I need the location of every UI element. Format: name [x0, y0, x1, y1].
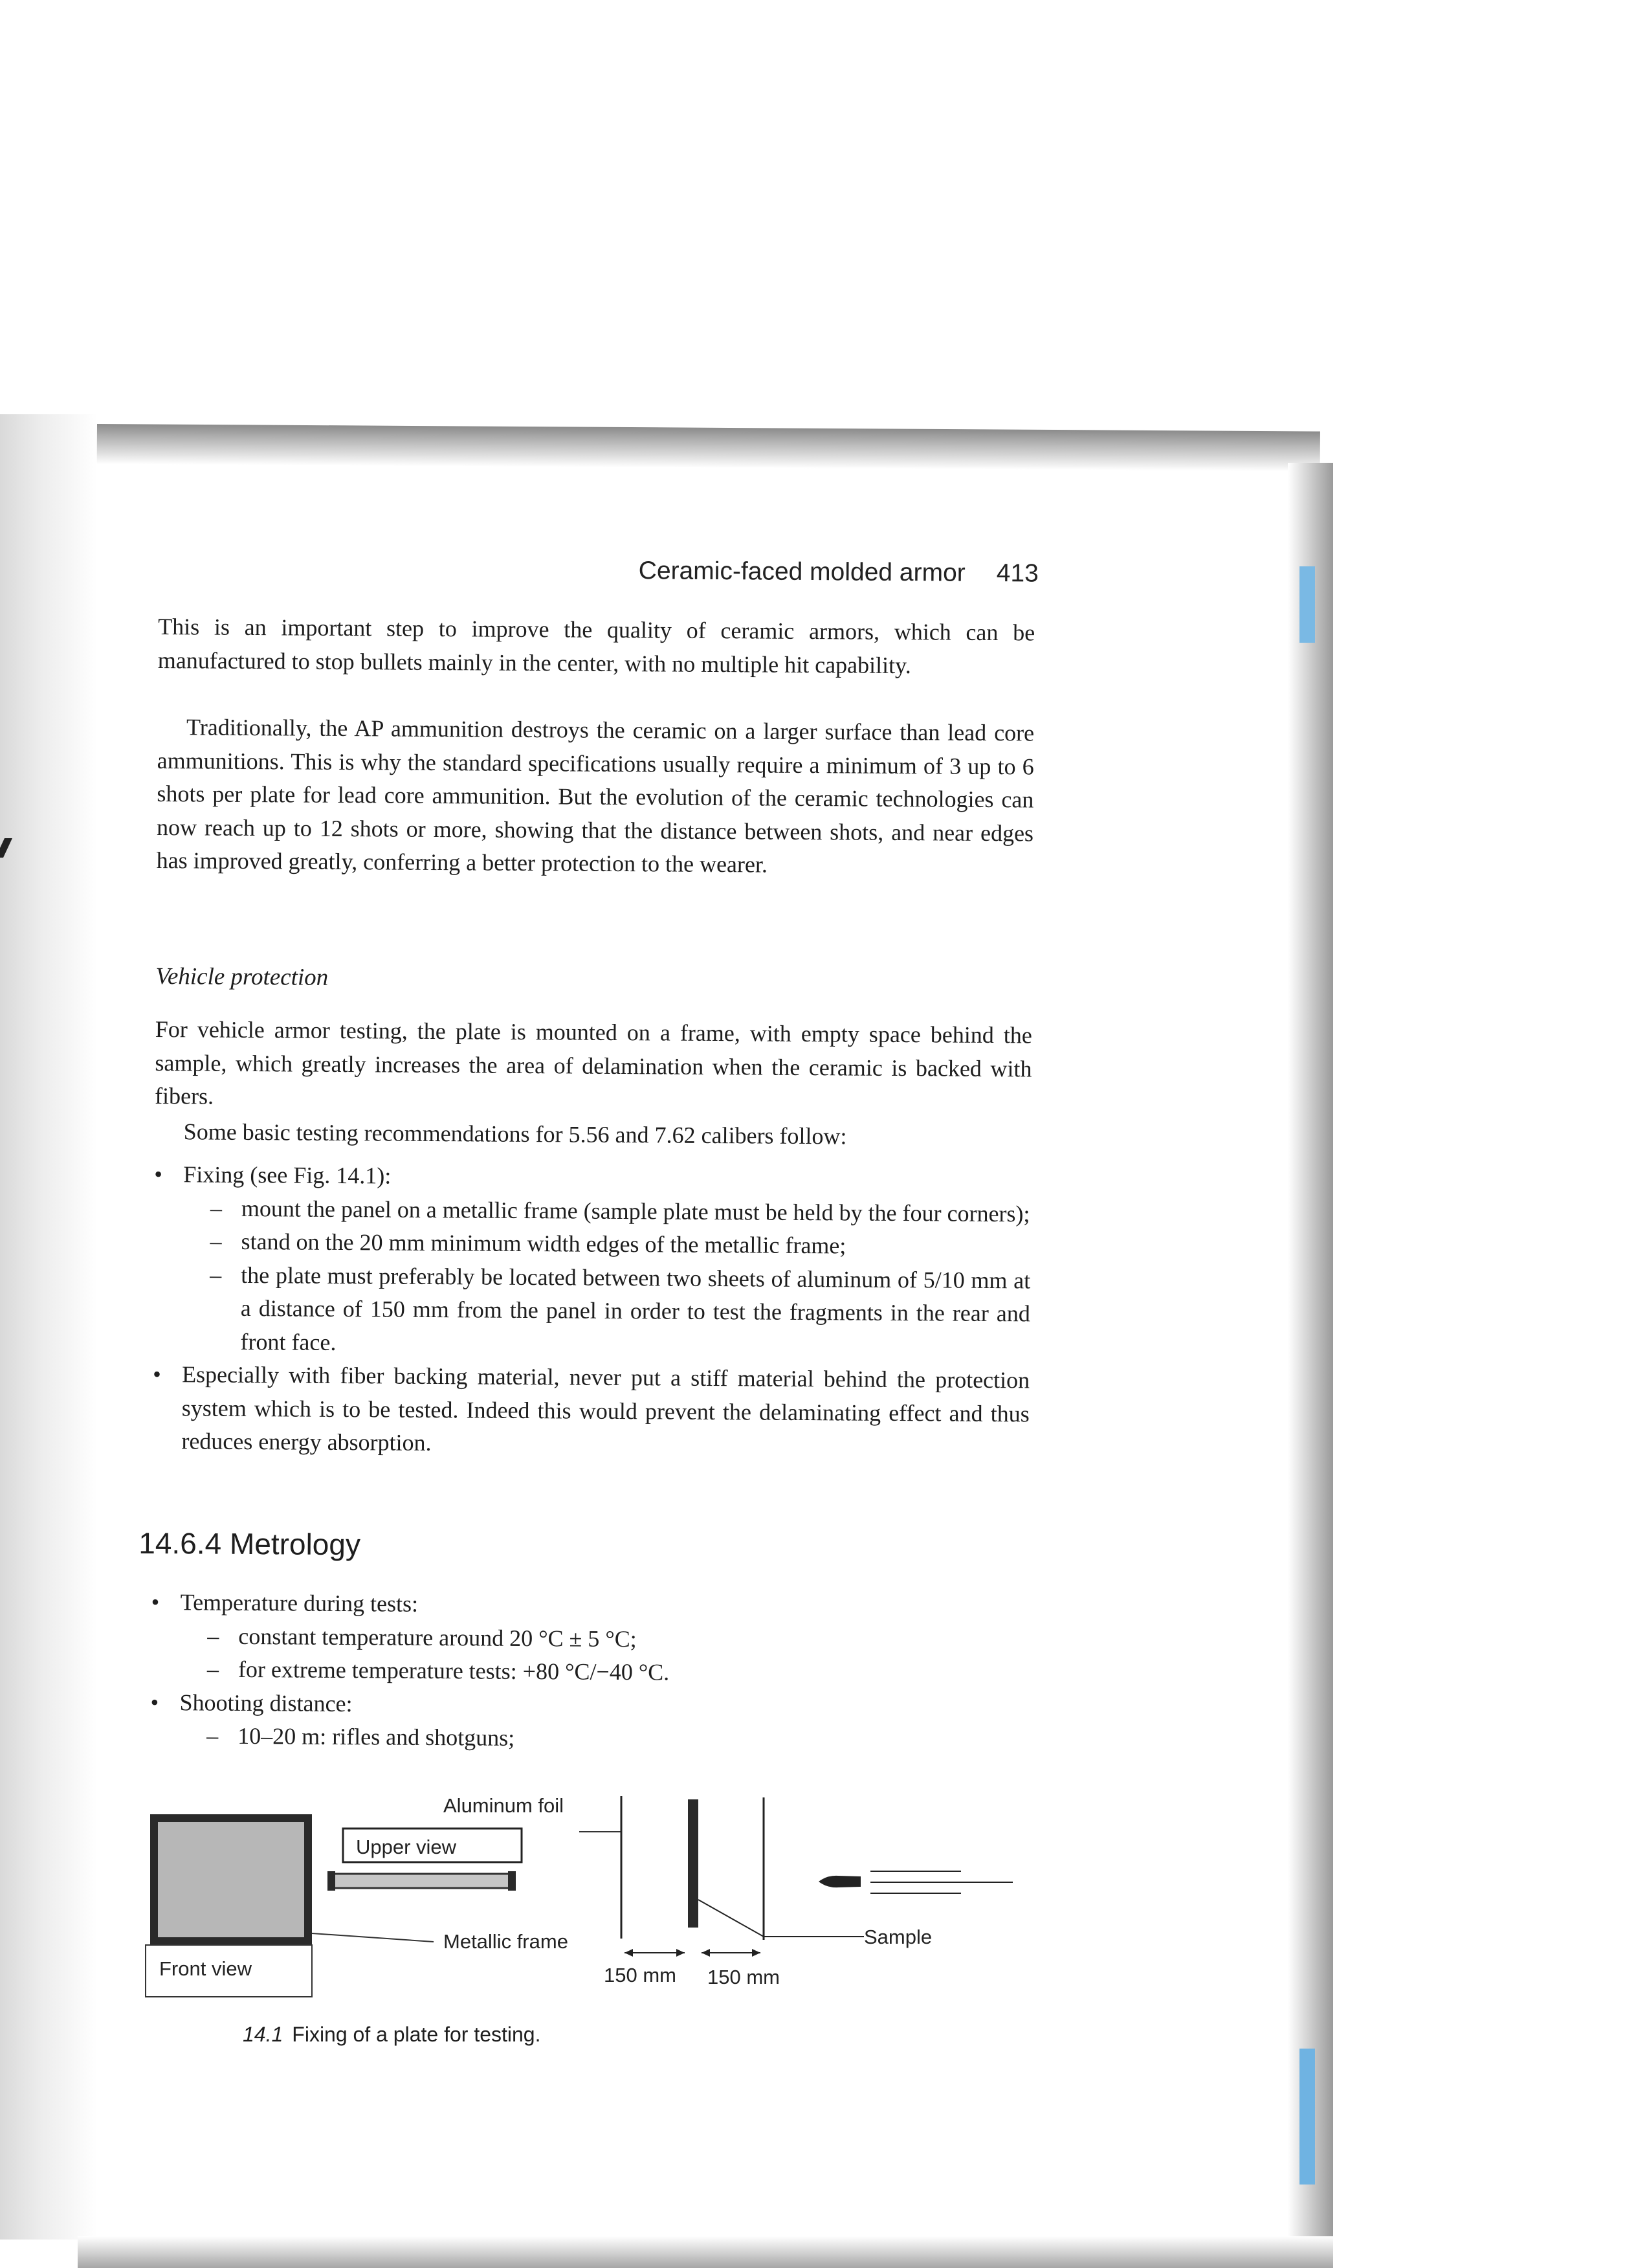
list-item-text: Especially with fiber backing material, never put a stiff material behind the protection system which is to be tested. Indeed this would prevent the delaminating effect and thus reduces energy absorption.	[181, 1361, 1030, 1456]
dimension-arrowhead	[676, 1949, 685, 1957]
sub-list-item: – 10–20 m: rifles and shotguns;	[179, 1719, 1027, 1759]
paragraph-2: Traditionally, the AP ammunition destroys the ceramic on a larger surface than lead core ammunitions. This is why the standard specifications usually require a minimum of 3 up to 6 shots per plate for lead core ammunition. But the evolution of the ceramic technologies can now reach up to 12 shots or more, showing that the distance between shots, and near edges has improved greatly, conferring a better protection to the wearer.	[156, 714, 1035, 878]
upper-view-plate	[330, 1874, 513, 1888]
sub-list-item: – the plate must preferably be located between two sheets of aluminum of 5/10 mm at a distance of 150 mm from the panel in order to test the fragments in the rear and front face.	[182, 1258, 1030, 1364]
upper-view-left-clamp	[327, 1871, 335, 1891]
sub-list-item: – mount the panel on a metallic frame (sample plate must be held by the four corners);	[183, 1192, 1031, 1231]
figure-caption	[243, 2023, 540, 2047]
upper-view-label: Upper view	[356, 1836, 457, 1858]
metallic-frame-leader	[312, 1933, 434, 1942]
figure-caption-number: 14.1	[243, 2023, 283, 2046]
distance-label-2: 150 mm	[707, 1966, 780, 1988]
page-content	[138, 553, 1039, 1751]
vehicle-bullet-list	[152, 1158, 1031, 1464]
dimension-arrowhead	[752, 1949, 760, 1957]
paragraph-1: This is an important step to improve the quality of ceramic armors, which can be manufactured to stop bullets mainly in the center, with no multiple hit capability.	[157, 613, 1035, 678]
scan-book-right-edge	[1288, 463, 1333, 2256]
scan-left-shadow	[0, 414, 97, 2240]
figure-14-1-diagram	[142, 1783, 1035, 2062]
dimension-arrowhead	[702, 1949, 710, 1957]
sample-leader-diag	[698, 1900, 764, 1937]
metrology-bullet-list	[150, 1586, 1028, 1759]
distance-label-1: 150 mm	[604, 1964, 676, 1986]
list-item-text: Fixing (see Fig. 14.1):	[183, 1161, 392, 1189]
vehicle-paragraph-1: For vehicle armor testing, the plate is mounted on a frame, with empty space behind the sample, which greatly increases the area of delamination when the ceramic is backed with fibers.	[155, 1016, 1032, 1109]
sample-plate-side	[688, 1799, 698, 1928]
sub-list-item: – constant temperature around 20 °C ± 5 °C;	[180, 1619, 1028, 1659]
list-item	[150, 1685, 1028, 1758]
upper-view-right-clamp	[508, 1871, 516, 1891]
sub-list-item: – stand on the 20 mm minimum width edges of the metallic frame;	[182, 1225, 1030, 1264]
sub-list	[179, 1719, 1027, 1759]
aluminum-foil-label: Aluminum foil	[443, 1794, 564, 1817]
vehicle-protection-heading: Vehicle protection	[155, 962, 329, 991]
figure-caption-text: Fixing of a plate for testing.	[292, 2023, 541, 2046]
sub-list-item: – for extreme temperature tests: +80 °C/−40 °C.	[180, 1652, 1028, 1692]
scan-book-top-edge	[97, 424, 1320, 472]
thumb-tab-top	[1299, 566, 1315, 643]
section-heading-metrology: 14.6.4 Metrology	[138, 1526, 361, 1562]
list-item-text: Temperature during tests:	[180, 1589, 419, 1617]
list-item-text: Shooting distance:	[179, 1689, 353, 1717]
front-view-label: Front view	[159, 1957, 252, 1980]
page-number: 413	[996, 559, 1039, 588]
sub-list	[180, 1619, 1028, 1692]
sample-label: Sample	[864, 1926, 933, 1948]
vehicle-paragraph-2: Some basic testing recommendations for 5.56 and 7.62 calibers follow:	[183, 1118, 847, 1150]
list-item	[151, 1586, 1028, 1692]
metallic-frame-label: Metallic frame	[443, 1930, 568, 1953]
sub-list	[182, 1192, 1031, 1364]
running-head	[612, 557, 1039, 588]
list-item	[152, 1358, 1030, 1464]
front-view-plate	[158, 1822, 304, 1937]
bullet-icon	[819, 1876, 861, 1887]
scan-book-bottom-edge	[78, 2236, 1333, 2268]
dimension-arrowhead	[625, 1949, 633, 1957]
list-item	[153, 1158, 1031, 1364]
running-head-title: Ceramic-faced molded armor	[638, 557, 966, 587]
thumb-tab-bottom	[1299, 2049, 1315, 2185]
